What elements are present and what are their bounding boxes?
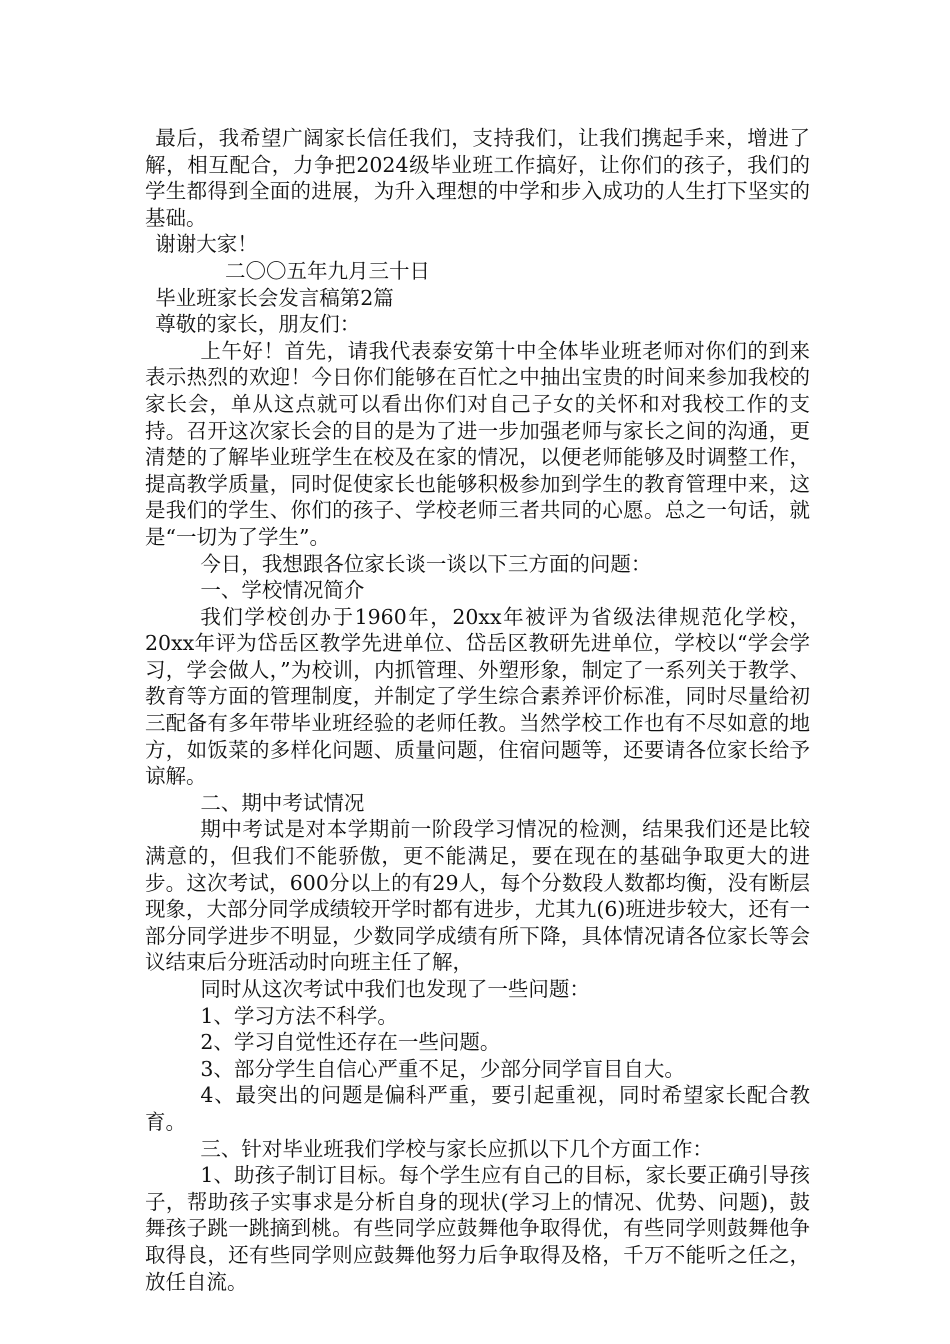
opening-paragraph: 上午好！首先，请我代表泰安第十中全体毕业班老师对你们的到来表示热烈的欢迎！今日你们能够在百忙之中抽出宝贵的时间来参加我校的家长会，单从这点就可以看出你们对自己子女的关怀和对我校工作的支持。召开这次家长会的目的是为了进一步加强老师与家长之间的沟通，更清楚的了解毕业班学生在校及在家的情况，以便老师能够及时调整工作，提高教学质量，同时促使家长也能够积极参加到学生的教育管理中来，这是我们的学生、你们的孩子、学校老师三者共同的心愿。总之一句话，就是“一切为了学生”。 [145,338,810,549]
school-overview-paragraph: 我们学校创办于1960年，20xx年被评为省级法律规范化学校，20xx年评为岱岳区教学先进单位、岱岳区教研先进单位，学校以“学会学习，学会做人，”为校训，内抓管理、外塑形象，制定了一系列关于教学、教育等方面的管理制度，并制定了学生综合素养评价标准，同时尽量给初三配备有多年带毕业班经验的老师任教。当然学校工作也有不尽如意的地方，如饭菜的多样化问题、质量问题，住宿问题等，还要请各位家长给予谅解。 [145,604,810,789]
intro-line: 今日，我想跟各位家长谈一谈以下三方面的问题： [200,551,652,576]
work-item-1: 1、助孩子制订目标。每个学生应有自己的目标，家长要正确引导孩子，帮助孩子实事求是分析自身的现状(学习上的情况、优势、问题)，鼓舞孩子跳一跳摘到桃。有些同学应鼓舞他争取得优，有些同学则鼓舞他争取得良，还有些同学则应鼓舞他努力后争取得及格，千万不能听之任之，放任自流。 [145,1163,810,1294]
problem-item-1: 1、学习方法不科学。 [200,1003,398,1028]
problem-item-3: 3、部分学生自信心严重不足，少部分同学盲目自大。 [200,1056,685,1081]
salutation: 尊敬的家长，朋友们： [155,312,361,337]
problems-intro: 同时从这次考试中我们也发现了一些问题： [200,977,590,1001]
closing-paragraph: 最后，我希望广阔家长信任我们，支持我们，让我们携起手来，增进了解，相互配合，力争把2024级毕业班工作搞好，让你们的孩子，我们的学生都得到全面的进展，为升入理想的中学和步入成功的人生打下坚实的基础。 [145,126,810,230]
problem-item-4: 4、最突出的问题是偏科严重，要引起重视，同时希望家长配合教育。 [145,1083,810,1134]
heading-midterm-exam: 二、期中考试情况 [200,790,365,815]
midterm-exam-paragraph: 期中考试是对本学期前一阶段学习情况的检测，结果我们还是比较满意的，但我们不能骄傲，更不能满足，要在现在的基础争取更大的进步。这次考试，600分以上的有29人，每个分数段人数都均衡，没有断层现象，大部分同学成绩较开学时都有进步，尤其九(6)班进步较大，还有一部分同学进步不明显，少数同学成绩有所下降，具体情况请各位家长等会议结束后分班活动时向班主任了解， [145,817,810,975]
heading-work-focus: 三、针对毕业班我们学校与家长应抓以下几个方面工作： [200,1136,713,1161]
thanks-line: 谢谢大家！ [155,232,258,257]
date-line: 二〇〇五年九月三十日 [225,258,430,283]
problem-item-2: 2、学习自觉性还存在一些问题。 [200,1030,501,1055]
section-title: 毕业班家长会发言稿第2篇 [155,285,394,310]
document-page [145,125,810,1295]
heading-school-overview: 一、学校情况简介 [200,578,365,603]
